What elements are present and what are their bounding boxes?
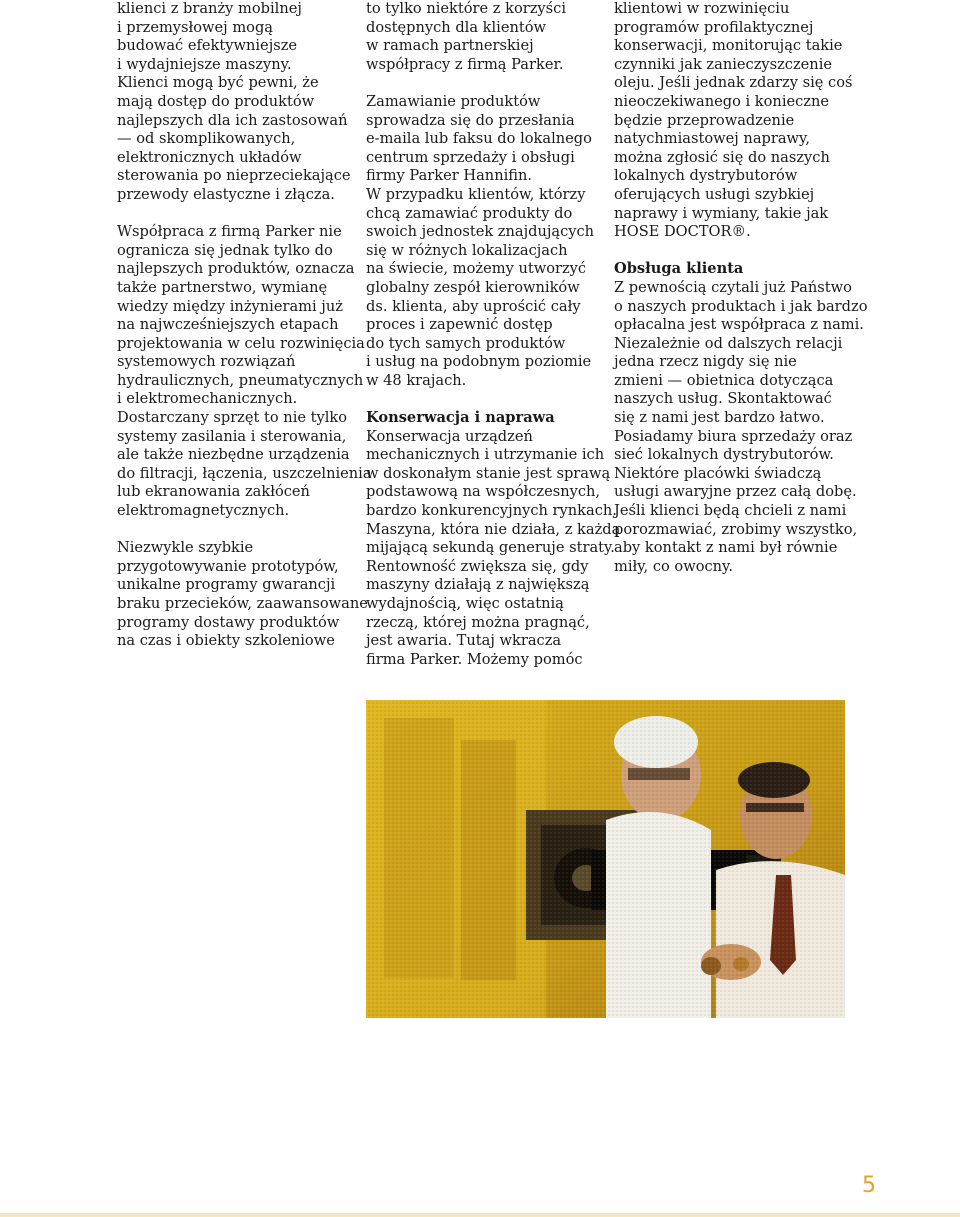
text-line: systemowych rozwiązań — [117, 353, 296, 371]
text-line: do tych samych produktów — [366, 334, 566, 352]
paragraph — [117, 223, 372, 521]
text-line: globalny zespół kierowników — [366, 278, 580, 296]
text-line: dostępnych dla klientów — [366, 18, 547, 36]
text-line: hydraulicznych, pneumatycznych — [117, 371, 364, 389]
text-line: miły, co owocny. — [614, 557, 734, 575]
text-line: przewody elastyczne i złącza. — [117, 185, 335, 203]
text-line: chcą zamawiać produkty do — [366, 204, 573, 222]
text-line: można zgłosić się do naszych — [614, 148, 830, 166]
text-line: firmy Parker Hannifin. — [366, 167, 533, 185]
text-line: unikalne programy gwarancji — [117, 576, 336, 594]
paragraph — [366, 93, 606, 391]
text-line: jedna rzecz nigdy się nie — [614, 353, 797, 371]
text-line: Konserwacja urządzeń — [366, 427, 533, 445]
column-2 — [366, 0, 621, 669]
column-1 — [117, 0, 372, 651]
section-heading: Konserwacja i naprawa — [366, 409, 555, 427]
text-line: na świecie, możemy utworzyć — [366, 260, 587, 278]
text-line: Niektóre placówki świadczą — [614, 464, 822, 482]
text-line: zmieni — obietnica dotycząca — [614, 371, 834, 389]
text-line: ale także niezbędne urządzenia — [117, 446, 350, 464]
text-line: klientowi w rozwinięciu — [614, 0, 790, 17]
text-line: wydajnością, więc ostatnią — [366, 595, 564, 612]
paragraph — [366, 0, 606, 74]
text-line: będzie przeprowadzenie — [614, 111, 795, 129]
text-line: ogranicza się jednak tylko do — [117, 241, 333, 259]
page-number: 5 — [862, 1173, 876, 1198]
text-line: Niezwykle szybkie — [117, 539, 254, 557]
text-line: Jeśli klienci będą chcieli z nami — [614, 502, 847, 520]
text-line: programy dostawy produktów — [117, 613, 340, 631]
engineers-photo — [366, 700, 845, 1018]
text-line: aby kontakt z nami był równie — [614, 539, 838, 557]
text-line: naprawy i wymiany, takie jak — [614, 204, 829, 222]
text-line: projektowania w celu rozwinięcia — [117, 334, 365, 352]
text-line: proces i zapewnić dostęp — [366, 316, 553, 334]
text-line: Niezależnie od dalszych relacji — [614, 334, 843, 352]
text-line: Z pewnością czytali już Państwo — [614, 278, 852, 296]
text-line: — od skomplikowanych, — [117, 130, 296, 148]
text-line: systemy zasilania i sterowania, — [117, 427, 347, 445]
text-line: mają dostęp do produktów — [117, 92, 315, 110]
text-line: HOSE DOCTOR®. — [614, 223, 751, 241]
text-line: także partnerstwo, wymianę — [117, 278, 328, 296]
text-line: Rentowność zwiększa się, gdy — [366, 557, 589, 575]
paragraph — [366, 427, 621, 670]
text-line: W przypadku klientów, którzy — [366, 185, 586, 203]
text-line: Zamawianie produktów — [366, 92, 541, 110]
text-line: do filtracji, łączenia, uszczelnienia — [117, 464, 372, 482]
text-line: maszyny działają z największą — [366, 576, 590, 594]
text-line: programów profilaktycznej — [614, 18, 814, 36]
text-line: klienci z branży mobilnej — [117, 0, 302, 17]
text-line: firma Parker. Możemy pomóc — [366, 650, 583, 668]
text-line: to tylko niektóre z korzyści — [366, 0, 566, 17]
text-line: usługi awaryjne przez całą dobę. — [614, 483, 857, 501]
text-line: oleju. Jeśli jednak zdarzy się coś — [614, 74, 853, 92]
text-line: i usług na podobnym poziomie — [366, 353, 592, 371]
text-line: sprowadza się do przesłania — [366, 111, 575, 129]
text-line: oferujących usługi szybkiej — [614, 185, 815, 203]
text-line: elektromagnetycznych. — [117, 502, 290, 520]
paragraph — [117, 0, 357, 205]
paragraph — [117, 539, 368, 651]
text-line: lokalnych dystrybutorów — [614, 167, 798, 185]
text-line: wiedzy między inżynierami już — [117, 297, 343, 315]
text-line: lub ekranowania zakłóceń — [117, 483, 310, 501]
text-line: Posiadamy biura sprzedaży oraz — [614, 427, 853, 445]
column-3 — [614, 0, 868, 576]
text-line: e-maila lub faksu do lokalnego — [366, 130, 592, 148]
text-line: współpracy z firmą Parker. — [366, 55, 564, 73]
text-line: przygotowywanie prototypów, — [117, 557, 339, 575]
text-line: w ramach partnerskiej — [366, 37, 534, 55]
text-line: podstawową na współczesnych, — [366, 483, 601, 501]
text-line: na najwcześniejszych etapach — [117, 316, 339, 334]
text-line: się z nami jest bardzo łatwo. — [614, 409, 825, 427]
text-line: centrum sprzedaży i obsługi — [366, 148, 575, 166]
text-line: naszych usług. Skontaktować — [614, 390, 832, 408]
text-line: Klienci mogą być pewni, że — [117, 74, 319, 92]
text-line: na czas i obiekty szkoleniowe — [117, 632, 335, 650]
text-line: sieć lokalnych dystrybutorów. — [614, 446, 834, 464]
text-line: w doskonałym stanie jest sprawą — [366, 464, 611, 482]
photo-illustration — [366, 700, 845, 1018]
text-line: mechanicznych i utrzymanie ich — [366, 446, 605, 464]
text-line: najlepszych produktów, oznacza — [117, 260, 355, 278]
text-line: Dostarczany sprzęt to nie tylko — [117, 409, 348, 427]
text-line: się w różnych lokalizacjach — [366, 241, 568, 259]
text-line: o naszych produktach i jak bardzo — [614, 297, 868, 315]
text-line: bardzo konkurencyjnych rynkach. — [366, 502, 617, 520]
text-line: ds. klienta, aby uprościć cały — [366, 297, 581, 315]
text-line: nieoczekiwanego i konieczne — [614, 92, 830, 110]
text-line: jest awaria. Tutaj wkracza — [366, 632, 562, 650]
text-line: rzeczą, której można pragnąć, — [366, 613, 590, 631]
text-line: konserwacji, monitorując takie — [614, 37, 843, 55]
text-line: swoich jednostek znajdujących — [366, 223, 595, 241]
text-line: porozmawiać, zrobimy wszystko, — [614, 520, 858, 538]
text-line: mijającą sekundą generuje straty. — [366, 539, 615, 557]
text-line: najlepszych dla ich zastosowań — [117, 111, 348, 129]
text-line: w 48 krajach. — [366, 371, 467, 389]
text-line: Maszyna, która nie działa, z każdą — [366, 520, 621, 538]
paragraph — [614, 0, 854, 242]
text-line: czynniki jak zanieczyszczenie — [614, 55, 833, 73]
text-line: budować efektywniejsze — [117, 37, 298, 55]
text-line: natychmiastowej naprawy, — [614, 130, 810, 148]
text-line: opłacalna jest współpraca z nami. — [614, 316, 864, 334]
paragraph — [614, 278, 868, 577]
section-heading: Obsługa klienta — [614, 260, 744, 278]
bottom-rule — [0, 1213, 960, 1217]
text-line: i przemysłowej mogą — [117, 18, 273, 36]
text-line: i elektromechanicznych. — [117, 390, 298, 408]
text-line: braku przecieków, zaawansowane — [117, 595, 368, 612]
text-line: Współpraca z firmą Parker nie — [117, 223, 342, 241]
text-line: sterowania po nieprzeciekające — [117, 167, 351, 185]
text-line: elektronicznych układów — [117, 148, 302, 166]
text-line: i wydajniejsze maszyny. — [117, 55, 292, 73]
